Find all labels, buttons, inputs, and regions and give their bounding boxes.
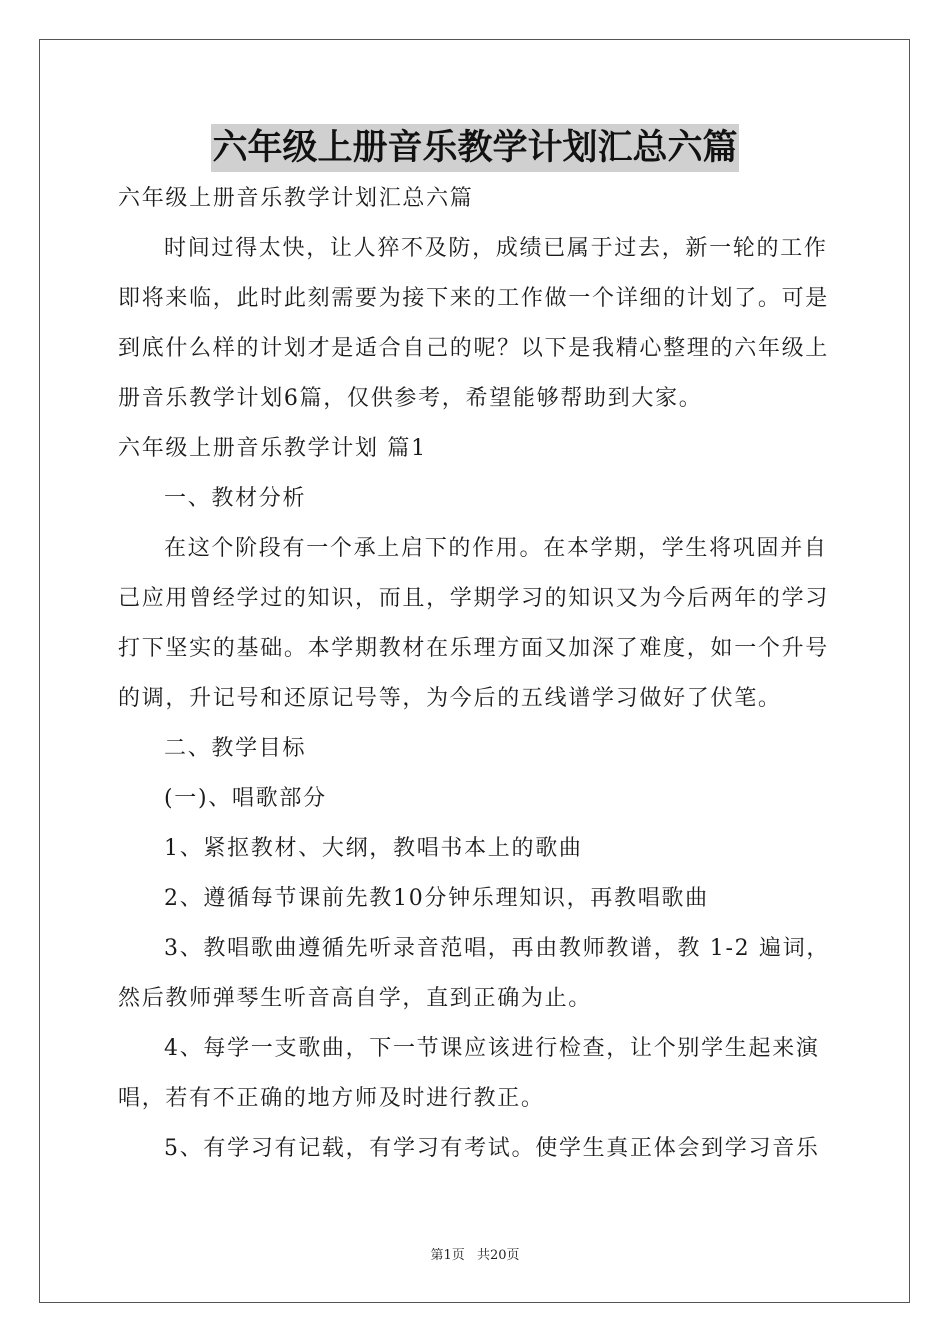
subsection-heading: 二、教学目标 bbox=[164, 736, 307, 761]
page-number: 第1页 bbox=[430, 1248, 465, 1263]
list-item: 2、遵循每节课前先教10分钟乐理知识，再教唱歌曲 bbox=[164, 886, 709, 911]
title-container bbox=[0, 124, 950, 172]
document-title: 六年级上册音乐教学计划汇总六篇 bbox=[211, 124, 738, 172]
paragraph-line: 册音乐教学计划6篇，仅供参考，希望能够帮助到大家。 bbox=[118, 386, 703, 411]
paragraph-line: 己应用曾经学过的知识，而且，学期学习的知识又为今后两年的学习 bbox=[118, 586, 830, 611]
subsection-heading: (一)、唱歌部分 bbox=[164, 786, 327, 811]
paragraph-line: 在这个阶段有一个承上启下的作用。在本学期，学生将巩固并自 bbox=[164, 536, 828, 561]
list-item-continuation: 然后教师弹琴生听音高自学，直到正确为止。 bbox=[118, 986, 593, 1011]
list-item: 5、有学习有记载，有学习有考试。使学生真正体会到学习音乐 bbox=[164, 1136, 820, 1161]
subtitle-line: 六年级上册音乐教学计划汇总六篇 bbox=[118, 186, 474, 211]
list-item-continuation: 唱，若有不正确的地方师及时进行教正。 bbox=[118, 1086, 545, 1111]
section-heading: 六年级上册音乐教学计划 篇1 bbox=[118, 436, 427, 461]
paragraph-line: 即将来临，此时此刻需要为接下来的工作做一个详细的计划了。可是 bbox=[118, 286, 830, 311]
paragraph-line: 打下坚实的基础。本学期教材在乐理方面又加深了难度，如一个升号 bbox=[118, 636, 830, 661]
page-footer bbox=[0, 1247, 950, 1265]
paragraph-line: 到底什么样的计划才是适合自己的呢？以下是我精心整理的六年级上 bbox=[118, 336, 830, 361]
subsection-heading: 一、教材分析 bbox=[164, 486, 307, 511]
page-total: 共20页 bbox=[476, 1248, 520, 1263]
list-item: 4、每学一支歌曲，下一节课应该进行检查，让个别学生起来演 bbox=[164, 1036, 820, 1061]
list-item: 1、紧抠教材、大纲，教唱书本上的歌曲 bbox=[164, 836, 583, 861]
paragraph-line: 的调，升记号和还原记号等，为今后的五线谱学习做好了伏笔。 bbox=[118, 686, 782, 711]
paragraph-line: 时间过得太快，让人猝不及防，成绩已属于过去，新一轮的工作 bbox=[164, 236, 828, 261]
list-item: 3、教唱歌曲遵循先听录音范唱，再由教师教谱，教 1-2 遍词， bbox=[164, 936, 831, 961]
